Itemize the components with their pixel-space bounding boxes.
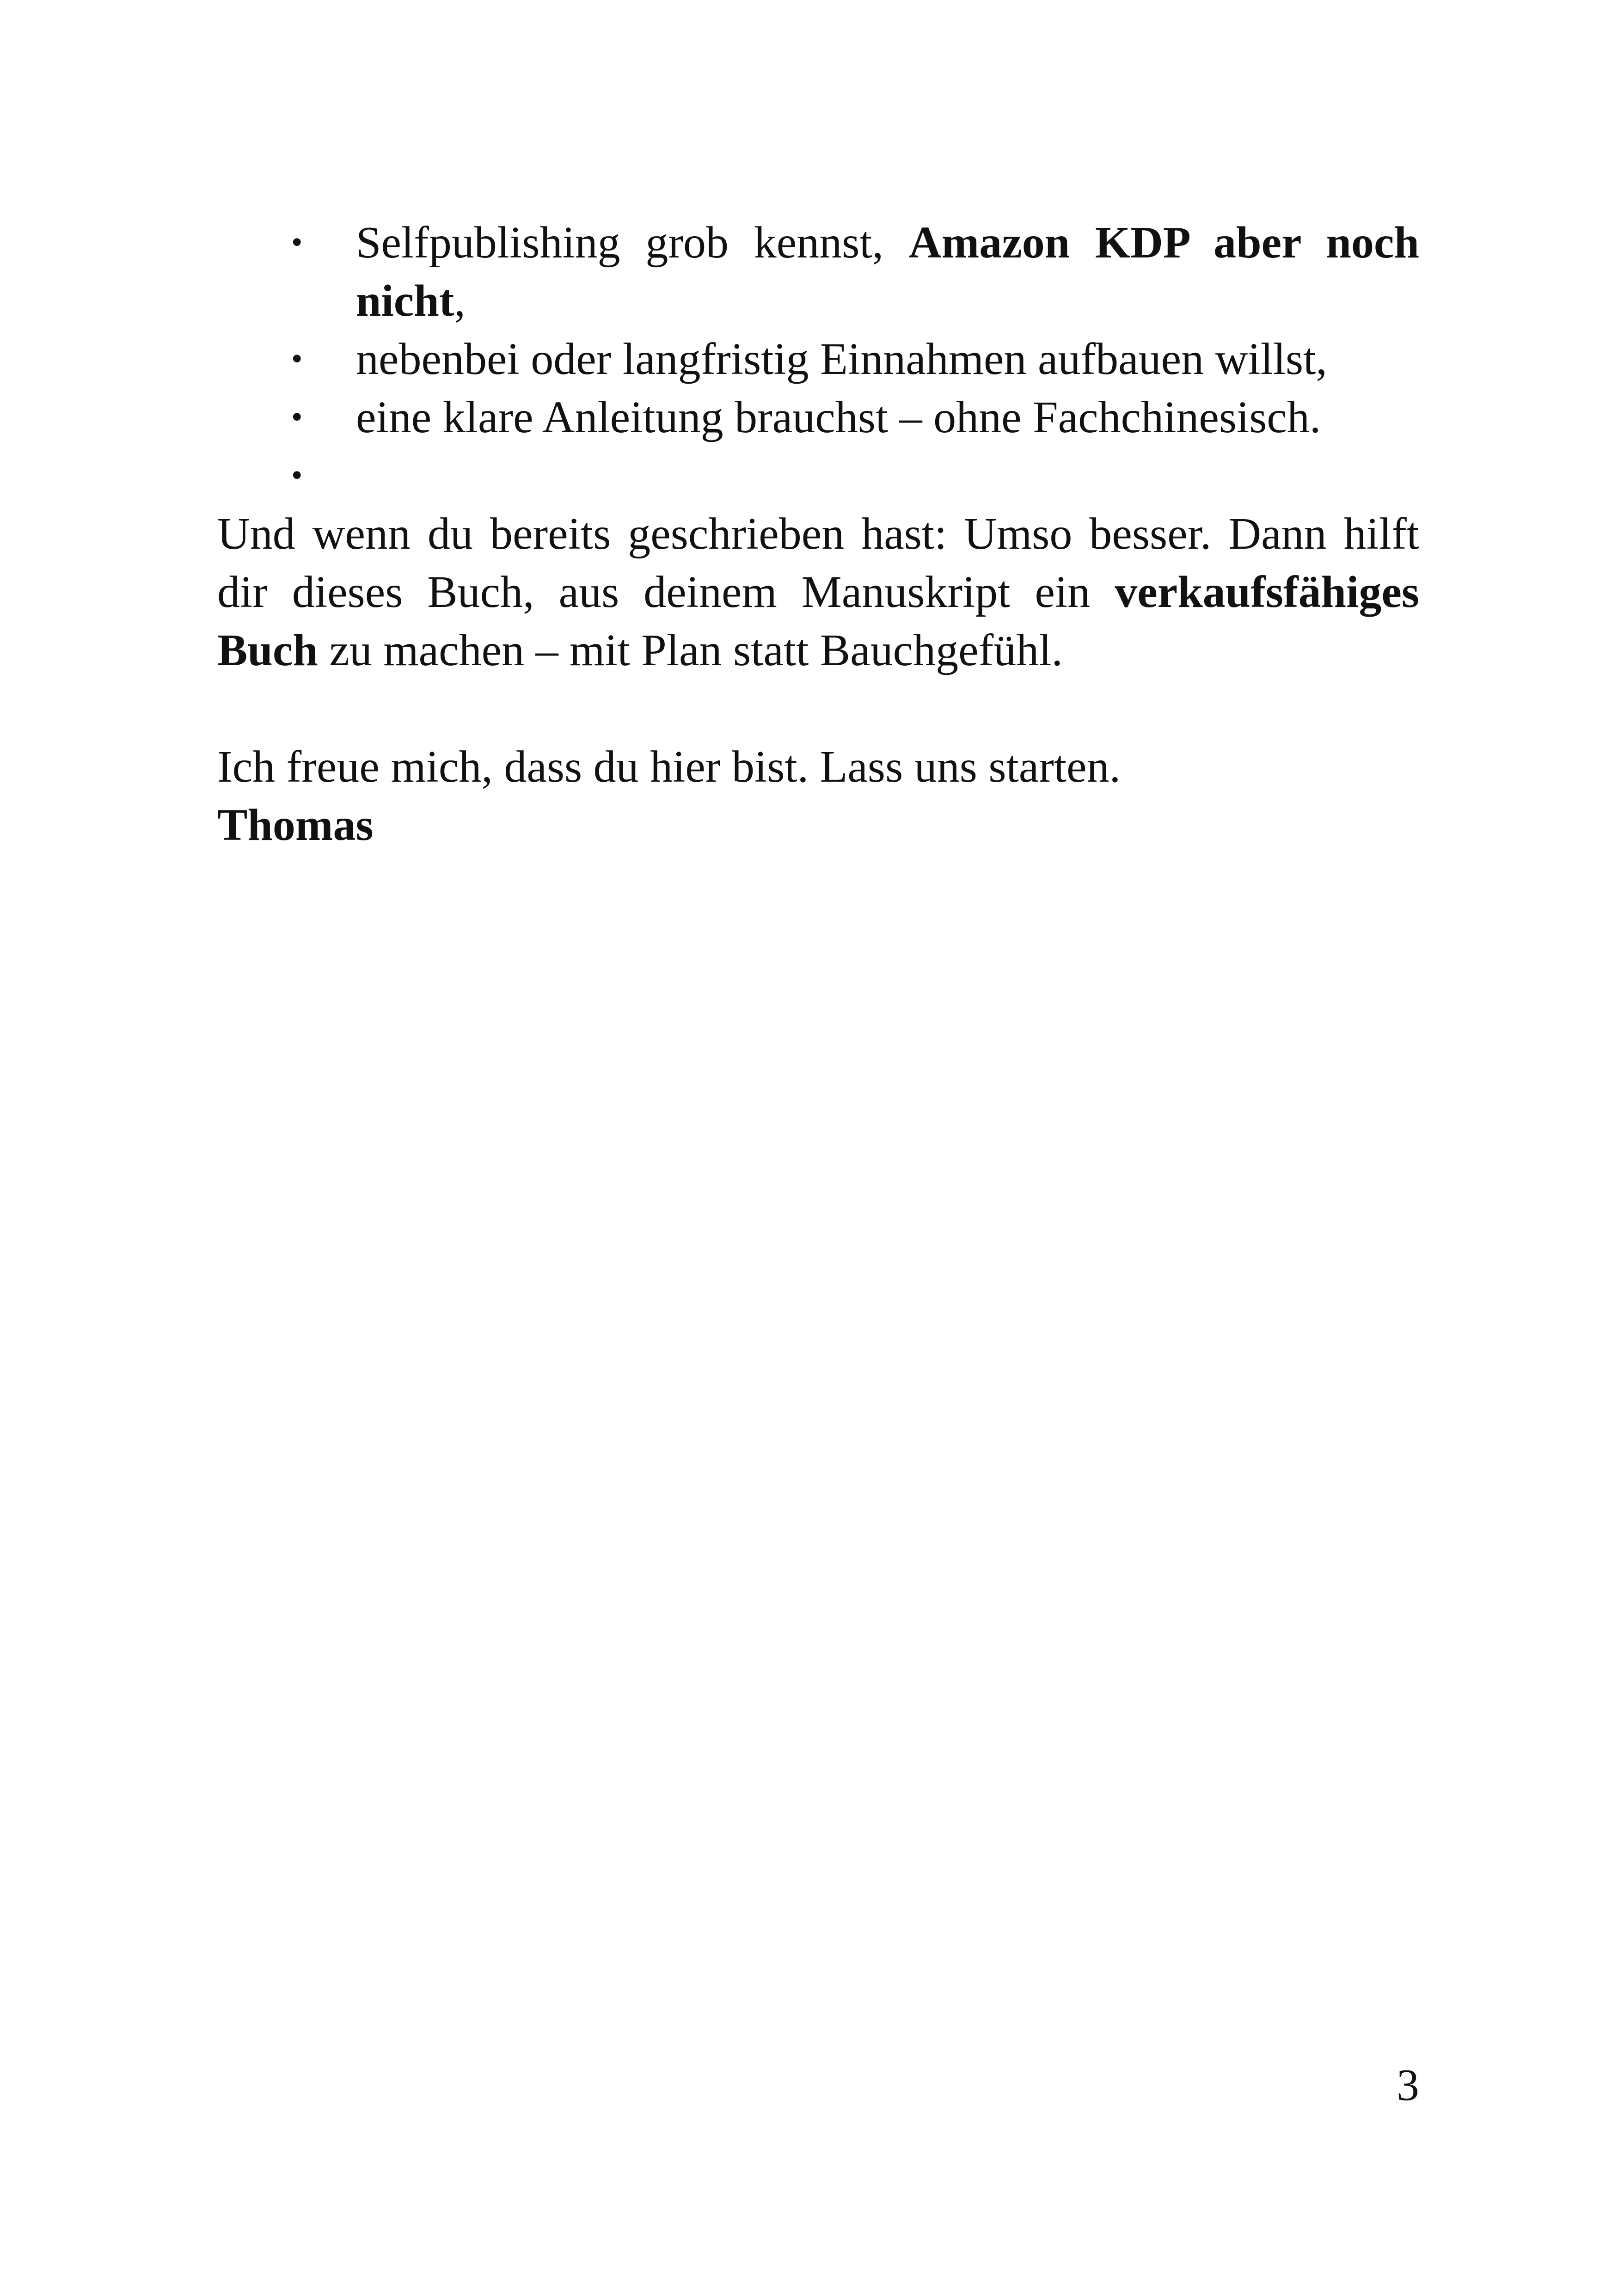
paragraph-text: Und wenn du bereits geschrieben hast: Umso besser. Dann hilft dir dieses Buch, aus deinem Manuskript ein	[217, 509, 1419, 617]
paragraph	[217, 505, 1419, 680]
bullet-icon: •	[291, 341, 303, 377]
list-item-bold-text: Amazon KDP aber noch nicht	[356, 218, 1419, 326]
list-item-text: eine klare Anleitung brauchst – ohne Fachchinesisch.	[356, 392, 1321, 442]
page-number: 3	[1397, 2060, 1419, 2110]
closing-paragraph: Ich freue mich, dass du hier bist. Lass uns starten.	[217, 742, 1121, 792]
paragraph-bold-text: verkaufsfähiges Buch	[217, 567, 1419, 675]
list-item	[217, 388, 1419, 447]
list-item-text: Selfpublishing grob kennst,	[356, 218, 909, 268]
list-item-text: nebenbei oder langfristig Einnahmen aufbauen willst,	[356, 334, 1327, 384]
bullet-icon: •	[291, 225, 303, 260]
bullet-icon: •	[291, 399, 303, 435]
paragraph-text-tail: zu machen – mit Plan statt Bauchgefühl.	[318, 625, 1063, 675]
bullet-list	[217, 214, 1419, 505]
list-item-text-tail: ,	[454, 276, 466, 326]
list-item	[217, 330, 1419, 388]
body-text	[217, 214, 1419, 854]
blank-line	[217, 680, 1419, 738]
bullet-icon: •	[291, 458, 303, 493]
list-item	[217, 214, 1419, 330]
signature: Thomas	[217, 800, 374, 850]
list-item-empty	[217, 447, 1419, 505]
